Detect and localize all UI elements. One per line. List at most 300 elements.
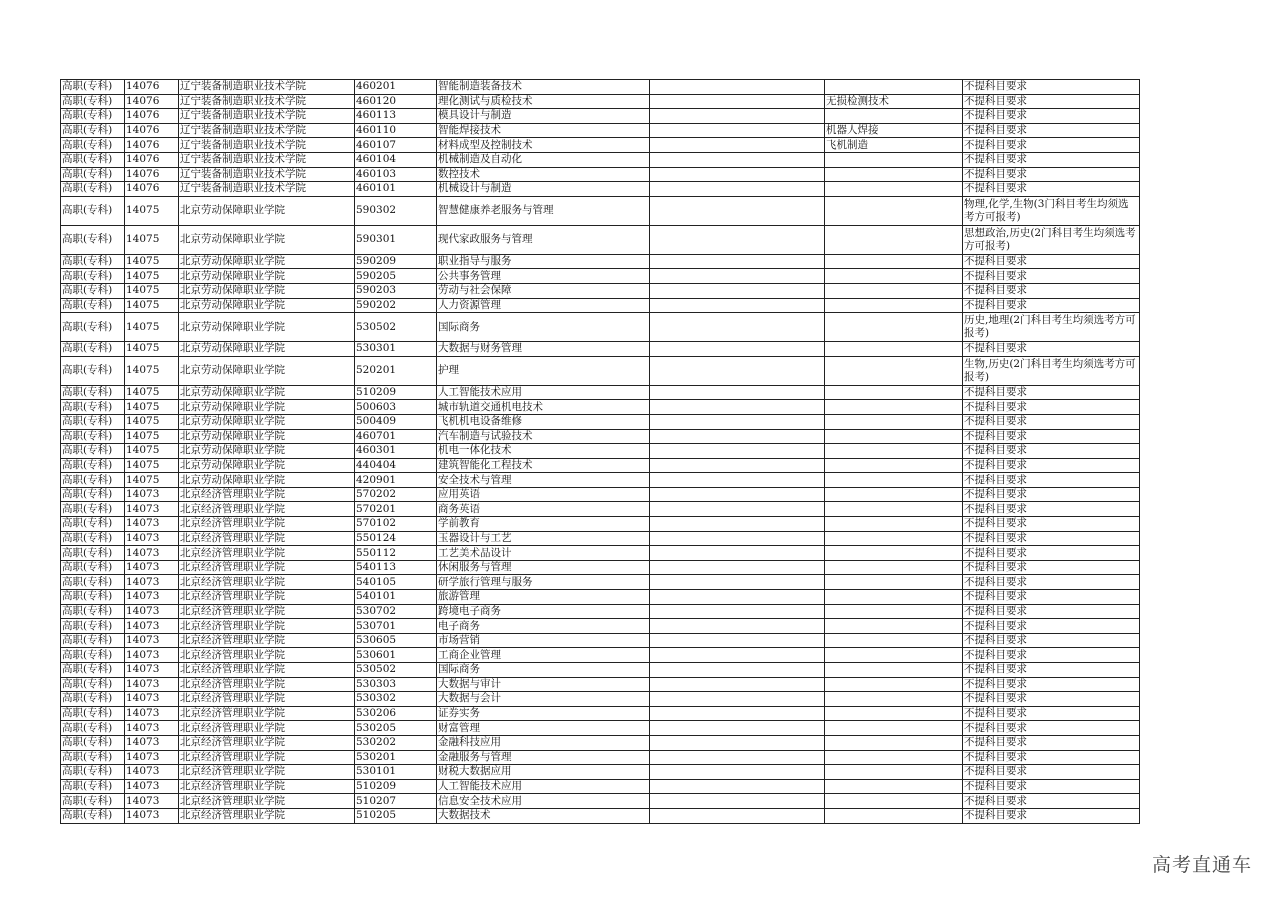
level-cell: 高职(专科) <box>61 123 125 138</box>
school-name-cell: 辽宁装备制造职业技术学院 <box>179 80 355 95</box>
subject-requirement-cell: 不提科目要求 <box>963 94 1140 109</box>
subject-requirement-cell: 思想政治,历史(2门科目考生均须选考方可报考) <box>963 225 1140 254</box>
major-code-cell: 530502 <box>355 663 437 678</box>
direction-cell <box>825 750 963 765</box>
major-code-cell: 530605 <box>355 633 437 648</box>
note-cell <box>650 196 825 225</box>
subject-requirement-cell: 不提科目要求 <box>963 429 1140 444</box>
note-cell <box>650 473 825 488</box>
school-name-cell: 北京经济管理职业学院 <box>179 735 355 750</box>
major-name-cell: 机电一体化技术 <box>437 444 650 459</box>
subject-requirement-cell: 不提科目要求 <box>963 254 1140 269</box>
note-cell <box>650 254 825 269</box>
subject-requirement-cell: 不提科目要求 <box>963 794 1140 809</box>
level-cell: 高职(专科) <box>61 458 125 473</box>
subject-requirement-cell: 不提科目要求 <box>963 487 1140 502</box>
major-code-cell: 590205 <box>355 269 437 284</box>
table-row <box>61 546 1140 561</box>
major-code-cell: 540105 <box>355 575 437 590</box>
note-cell <box>650 735 825 750</box>
table-row <box>61 765 1140 780</box>
level-cell: 高职(专科) <box>61 531 125 546</box>
direction-cell <box>825 546 963 561</box>
major-name-cell: 跨境电子商务 <box>437 604 650 619</box>
subject-requirement-cell: 不提科目要求 <box>963 663 1140 678</box>
note-cell <box>650 167 825 182</box>
school-name-cell: 北京经济管理职业学院 <box>179 531 355 546</box>
school-name-cell: 北京经济管理职业学院 <box>179 721 355 736</box>
school-code-cell: 14075 <box>125 225 179 254</box>
table-row <box>61 94 1140 109</box>
school-code-cell: 14073 <box>125 808 179 823</box>
major-code-cell: 530303 <box>355 677 437 692</box>
note-cell <box>650 225 825 254</box>
subject-requirement-cell: 不提科目要求 <box>963 633 1140 648</box>
major-name-cell: 公共事务管理 <box>437 269 650 284</box>
major-name-cell: 智慧健康养老服务与管理 <box>437 196 650 225</box>
school-code-cell: 14075 <box>125 356 179 385</box>
major-name-cell: 金融科技应用 <box>437 735 650 750</box>
note-cell <box>650 152 825 167</box>
school-code-cell: 14076 <box>125 123 179 138</box>
level-cell: 高职(专科) <box>61 152 125 167</box>
level-cell: 高职(专科) <box>61 414 125 429</box>
note-cell <box>650 779 825 794</box>
major-code-cell: 510209 <box>355 385 437 400</box>
school-name-cell: 北京经济管理职业学院 <box>179 619 355 634</box>
direction-cell <box>825 633 963 648</box>
school-name-cell: 辽宁装备制造职业技术学院 <box>179 167 355 182</box>
note-cell <box>650 517 825 532</box>
direction-cell <box>825 677 963 692</box>
major-name-cell: 旅游管理 <box>437 590 650 605</box>
school-name-cell: 辽宁装备制造职业技术学院 <box>179 94 355 109</box>
school-code-cell: 14073 <box>125 721 179 736</box>
direction-cell: 飞机制造 <box>825 138 963 153</box>
note-cell <box>650 80 825 95</box>
table-row <box>61 283 1140 298</box>
level-cell: 高职(专科) <box>61 342 125 357</box>
table-row <box>61 692 1140 707</box>
major-name-cell: 研学旅行管理与服务 <box>437 575 650 590</box>
subject-requirement-cell: 不提科目要求 <box>963 138 1140 153</box>
table-body <box>61 80 1140 824</box>
school-code-cell: 14073 <box>125 735 179 750</box>
level-cell: 高职(专科) <box>61 677 125 692</box>
subject-requirement-cell: 不提科目要求 <box>963 385 1140 400</box>
table-row <box>61 196 1140 225</box>
major-name-cell: 汽车制造与试验技术 <box>437 429 650 444</box>
direction-cell <box>825 473 963 488</box>
note-cell <box>650 560 825 575</box>
school-code-cell: 14075 <box>125 458 179 473</box>
school-code-cell: 14075 <box>125 414 179 429</box>
school-name-cell: 北京经济管理职业学院 <box>179 633 355 648</box>
level-cell: 高职(专科) <box>61 254 125 269</box>
table-row <box>61 138 1140 153</box>
note-cell <box>650 487 825 502</box>
major-name-cell: 机械制造及自动化 <box>437 152 650 167</box>
major-name-cell: 飞机机电设备维修 <box>437 414 650 429</box>
table-row <box>61 721 1140 736</box>
level-cell: 高职(专科) <box>61 400 125 415</box>
level-cell: 高职(专科) <box>61 298 125 313</box>
school-code-cell: 14073 <box>125 677 179 692</box>
major-name-cell: 学前教育 <box>437 517 650 532</box>
direction-cell <box>825 604 963 619</box>
subject-requirement-cell: 不提科目要求 <box>963 721 1140 736</box>
subject-requirement-cell: 不提科目要求 <box>963 531 1140 546</box>
major-code-cell: 530301 <box>355 342 437 357</box>
major-name-cell: 护理 <box>437 356 650 385</box>
school-code-cell: 14075 <box>125 283 179 298</box>
school-code-cell: 14073 <box>125 487 179 502</box>
major-name-cell: 人工智能技术应用 <box>437 385 650 400</box>
school-code-cell: 14073 <box>125 502 179 517</box>
note-cell <box>650 619 825 634</box>
school-code-cell: 14075 <box>125 269 179 284</box>
school-code-cell: 14075 <box>125 444 179 459</box>
major-name-cell: 大数据技术 <box>437 808 650 823</box>
table-row <box>61 750 1140 765</box>
school-name-cell: 北京劳动保障职业学院 <box>179 254 355 269</box>
subject-requirement-cell: 不提科目要求 <box>963 648 1140 663</box>
school-code-cell: 14073 <box>125 779 179 794</box>
table-row <box>61 182 1140 197</box>
direction-cell <box>825 458 963 473</box>
school-name-cell: 北京经济管理职业学院 <box>179 794 355 809</box>
subject-requirement-cell: 不提科目要求 <box>963 444 1140 459</box>
school-code-cell: 14075 <box>125 342 179 357</box>
table-row <box>61 356 1140 385</box>
major-code-cell: 530201 <box>355 750 437 765</box>
note-cell <box>650 458 825 473</box>
school-code-cell: 14073 <box>125 663 179 678</box>
major-code-cell: 530302 <box>355 692 437 707</box>
major-name-cell: 国际商务 <box>437 663 650 678</box>
note-cell <box>650 356 825 385</box>
subject-requirement-cell: 不提科目要求 <box>963 546 1140 561</box>
major-name-cell: 数控技术 <box>437 167 650 182</box>
note-cell <box>650 502 825 517</box>
major-name-cell: 商务英语 <box>437 502 650 517</box>
table-row <box>61 109 1140 124</box>
major-code-cell: 570202 <box>355 487 437 502</box>
level-cell: 高职(专科) <box>61 182 125 197</box>
table-row <box>61 473 1140 488</box>
level-cell: 高职(专科) <box>61 706 125 721</box>
school-name-cell: 北京经济管理职业学院 <box>179 663 355 678</box>
major-name-cell: 理化测试与质检技术 <box>437 94 650 109</box>
level-cell: 高职(专科) <box>61 765 125 780</box>
subject-requirement-cell: 不提科目要求 <box>963 458 1140 473</box>
level-cell: 高职(专科) <box>61 779 125 794</box>
level-cell: 高职(专科) <box>61 94 125 109</box>
direction-cell <box>825 356 963 385</box>
school-name-cell: 北京经济管理职业学院 <box>179 765 355 780</box>
level-cell: 高职(专科) <box>61 590 125 605</box>
school-name-cell: 北京经济管理职业学院 <box>179 575 355 590</box>
major-code-cell: 530701 <box>355 619 437 634</box>
major-code-cell: 540113 <box>355 560 437 575</box>
school-code-cell: 14075 <box>125 298 179 313</box>
school-code-cell: 14075 <box>125 429 179 444</box>
level-cell: 高职(专科) <box>61 808 125 823</box>
subject-requirement-cell: 不提科目要求 <box>963 560 1140 575</box>
table-row <box>61 458 1140 473</box>
note-cell <box>650 342 825 357</box>
school-name-cell: 北京经济管理职业学院 <box>179 487 355 502</box>
major-code-cell: 510205 <box>355 808 437 823</box>
level-cell: 高职(专科) <box>61 502 125 517</box>
note-cell <box>650 298 825 313</box>
school-code-cell: 14075 <box>125 400 179 415</box>
major-name-cell: 电子商务 <box>437 619 650 634</box>
level-cell: 高职(专科) <box>61 138 125 153</box>
admission-requirements-table <box>60 79 1140 824</box>
direction-cell <box>825 225 963 254</box>
level-cell: 高职(专科) <box>61 473 125 488</box>
major-code-cell: 530206 <box>355 706 437 721</box>
major-code-cell: 460201 <box>355 80 437 95</box>
subject-requirement-cell: 不提科目要求 <box>963 182 1140 197</box>
school-name-cell: 北京经济管理职业学院 <box>179 604 355 619</box>
subject-requirement-cell: 不提科目要求 <box>963 619 1140 634</box>
school-name-cell: 北京劳动保障职业学院 <box>179 269 355 284</box>
major-name-cell: 休闲服务与管理 <box>437 560 650 575</box>
level-cell: 高职(专科) <box>61 721 125 736</box>
school-name-cell: 辽宁装备制造职业技术学院 <box>179 152 355 167</box>
major-name-cell: 大数据与财务管理 <box>437 342 650 357</box>
major-name-cell: 财税大数据应用 <box>437 765 650 780</box>
major-code-cell: 500409 <box>355 414 437 429</box>
major-name-cell: 大数据与会计 <box>437 692 650 707</box>
subject-requirement-cell: 不提科目要求 <box>963 123 1140 138</box>
school-name-cell: 北京劳动保障职业学院 <box>179 225 355 254</box>
major-code-cell: 590301 <box>355 225 437 254</box>
table-row <box>61 590 1140 605</box>
direction-cell <box>825 269 963 284</box>
school-code-cell: 14075 <box>125 385 179 400</box>
table-row <box>61 152 1140 167</box>
major-code-cell: 460301 <box>355 444 437 459</box>
table-row <box>61 808 1140 823</box>
school-code-cell: 14073 <box>125 590 179 605</box>
note-cell <box>650 182 825 197</box>
level-cell: 高职(专科) <box>61 356 125 385</box>
major-code-cell: 460101 <box>355 182 437 197</box>
school-code-cell: 14075 <box>125 473 179 488</box>
school-code-cell: 14073 <box>125 648 179 663</box>
level-cell: 高职(专科) <box>61 283 125 298</box>
level-cell: 高职(专科) <box>61 560 125 575</box>
note-cell <box>650 283 825 298</box>
major-code-cell: 570201 <box>355 502 437 517</box>
major-code-cell: 570102 <box>355 517 437 532</box>
major-code-cell: 460110 <box>355 123 437 138</box>
school-code-cell: 14073 <box>125 765 179 780</box>
direction-cell <box>825 619 963 634</box>
subject-requirement-cell: 物理,化学,生物(3门科目考生均须选考方可报考) <box>963 196 1140 225</box>
school-code-cell: 14075 <box>125 313 179 342</box>
direction-cell <box>825 429 963 444</box>
school-code-cell: 14076 <box>125 109 179 124</box>
school-code-cell: 14073 <box>125 794 179 809</box>
table-row <box>61 269 1140 284</box>
subject-requirement-cell: 不提科目要求 <box>963 167 1140 182</box>
school-name-cell: 辽宁装备制造职业技术学院 <box>179 138 355 153</box>
note-cell <box>650 677 825 692</box>
subject-requirement-cell: 不提科目要求 <box>963 109 1140 124</box>
note-cell <box>650 575 825 590</box>
direction-cell <box>825 502 963 517</box>
school-code-cell: 14073 <box>125 633 179 648</box>
table-row <box>61 313 1140 342</box>
note-cell <box>650 648 825 663</box>
table-row <box>61 604 1140 619</box>
major-code-cell: 530205 <box>355 721 437 736</box>
note-cell <box>650 109 825 124</box>
note-cell <box>650 765 825 780</box>
major-code-cell: 590302 <box>355 196 437 225</box>
subject-requirement-cell: 不提科目要求 <box>963 692 1140 707</box>
level-cell: 高职(专科) <box>61 225 125 254</box>
level-cell: 高职(专科) <box>61 385 125 400</box>
subject-requirement-cell: 不提科目要求 <box>963 414 1140 429</box>
level-cell: 高职(专科) <box>61 444 125 459</box>
subject-requirement-cell: 不提科目要求 <box>963 517 1140 532</box>
table-row <box>61 619 1140 634</box>
school-name-cell: 北京经济管理职业学院 <box>179 546 355 561</box>
subject-requirement-cell: 不提科目要求 <box>963 283 1140 298</box>
school-code-cell: 14076 <box>125 138 179 153</box>
table-row <box>61 123 1140 138</box>
school-name-cell: 辽宁装备制造职业技术学院 <box>179 182 355 197</box>
direction-cell <box>825 590 963 605</box>
subject-requirement-cell: 不提科目要求 <box>963 80 1140 95</box>
major-name-cell: 大数据与审计 <box>437 677 650 692</box>
major-code-cell: 500603 <box>355 400 437 415</box>
subject-requirement-cell: 不提科目要求 <box>963 269 1140 284</box>
major-code-cell: 530702 <box>355 604 437 619</box>
subject-requirement-cell: 不提科目要求 <box>963 152 1140 167</box>
direction-cell <box>825 342 963 357</box>
level-cell: 高职(专科) <box>61 633 125 648</box>
level-cell: 高职(专科) <box>61 663 125 678</box>
table-row <box>61 517 1140 532</box>
note-cell <box>650 269 825 284</box>
subject-requirement-cell: 不提科目要求 <box>963 604 1140 619</box>
school-name-cell: 北京劳动保障职业学院 <box>179 342 355 357</box>
subject-requirement-cell: 不提科目要求 <box>963 298 1140 313</box>
school-name-cell: 北京劳动保障职业学院 <box>179 414 355 429</box>
major-code-cell: 550124 <box>355 531 437 546</box>
school-code-cell: 14073 <box>125 575 179 590</box>
note-cell <box>650 429 825 444</box>
direction-cell <box>825 400 963 415</box>
level-cell: 高职(专科) <box>61 794 125 809</box>
level-cell: 高职(专科) <box>61 167 125 182</box>
note-cell <box>650 123 825 138</box>
note-cell <box>650 663 825 678</box>
level-cell: 高职(专科) <box>61 487 125 502</box>
direction-cell <box>825 706 963 721</box>
major-name-cell: 信息安全技术应用 <box>437 794 650 809</box>
school-name-cell: 北京劳动保障职业学院 <box>179 283 355 298</box>
school-code-cell: 14075 <box>125 254 179 269</box>
subject-requirement-cell: 不提科目要求 <box>963 750 1140 765</box>
school-name-cell: 北京经济管理职业学院 <box>179 808 355 823</box>
direction-cell <box>825 517 963 532</box>
major-name-cell: 城市轨道交通机电技术 <box>437 400 650 415</box>
school-name-cell: 北京经济管理职业学院 <box>179 750 355 765</box>
table-row <box>61 531 1140 546</box>
direction-cell: 机器人焊接 <box>825 123 963 138</box>
major-code-cell: 590203 <box>355 283 437 298</box>
school-name-cell: 辽宁装备制造职业技术学院 <box>179 123 355 138</box>
subject-requirement-cell: 不提科目要求 <box>963 400 1140 415</box>
major-name-cell: 智能制造装备技术 <box>437 80 650 95</box>
direction-cell <box>825 648 963 663</box>
school-code-cell: 14073 <box>125 531 179 546</box>
major-name-cell: 人工智能技术应用 <box>437 779 650 794</box>
major-name-cell: 工艺美术品设计 <box>437 546 650 561</box>
note-cell <box>650 138 825 153</box>
major-code-cell: 520201 <box>355 356 437 385</box>
table-row <box>61 677 1140 692</box>
school-code-cell: 14073 <box>125 750 179 765</box>
level-cell: 高职(专科) <box>61 648 125 663</box>
major-code-cell: 460107 <box>355 138 437 153</box>
school-name-cell: 北京劳动保障职业学院 <box>179 429 355 444</box>
subject-requirement-cell: 不提科目要求 <box>963 575 1140 590</box>
subject-requirement-cell: 不提科目要求 <box>963 502 1140 517</box>
school-code-cell: 14073 <box>125 706 179 721</box>
major-code-cell: 510209 <box>355 779 437 794</box>
direction-cell <box>825 444 963 459</box>
major-name-cell: 应用英语 <box>437 487 650 502</box>
school-code-cell: 14075 <box>125 196 179 225</box>
direction-cell <box>825 196 963 225</box>
direction-cell <box>825 385 963 400</box>
direction-cell <box>825 765 963 780</box>
subject-requirement-cell: 不提科目要求 <box>963 779 1140 794</box>
note-cell <box>650 590 825 605</box>
subject-requirement-cell: 不提科目要求 <box>963 677 1140 692</box>
school-code-cell: 14073 <box>125 692 179 707</box>
school-name-cell: 北京经济管理职业学院 <box>179 517 355 532</box>
major-code-cell: 530502 <box>355 313 437 342</box>
school-name-cell: 北京经济管理职业学院 <box>179 560 355 575</box>
major-code-cell: 460120 <box>355 94 437 109</box>
major-code-cell: 440404 <box>355 458 437 473</box>
major-name-cell: 职业指导与服务 <box>437 254 650 269</box>
school-name-cell: 北京劳动保障职业学院 <box>179 458 355 473</box>
table-row <box>61 167 1140 182</box>
level-cell: 高职(专科) <box>61 80 125 95</box>
school-name-cell: 北京劳动保障职业学院 <box>179 444 355 459</box>
school-name-cell: 北京劳动保障职业学院 <box>179 400 355 415</box>
note-cell <box>650 633 825 648</box>
level-cell: 高职(专科) <box>61 750 125 765</box>
major-name-cell: 建筑智能化工程技术 <box>437 458 650 473</box>
major-name-cell: 安全技术与管理 <box>437 473 650 488</box>
subject-requirement-cell: 不提科目要求 <box>963 808 1140 823</box>
major-code-cell: 590202 <box>355 298 437 313</box>
school-code-cell: 14076 <box>125 182 179 197</box>
table-row <box>61 706 1140 721</box>
direction-cell <box>825 487 963 502</box>
